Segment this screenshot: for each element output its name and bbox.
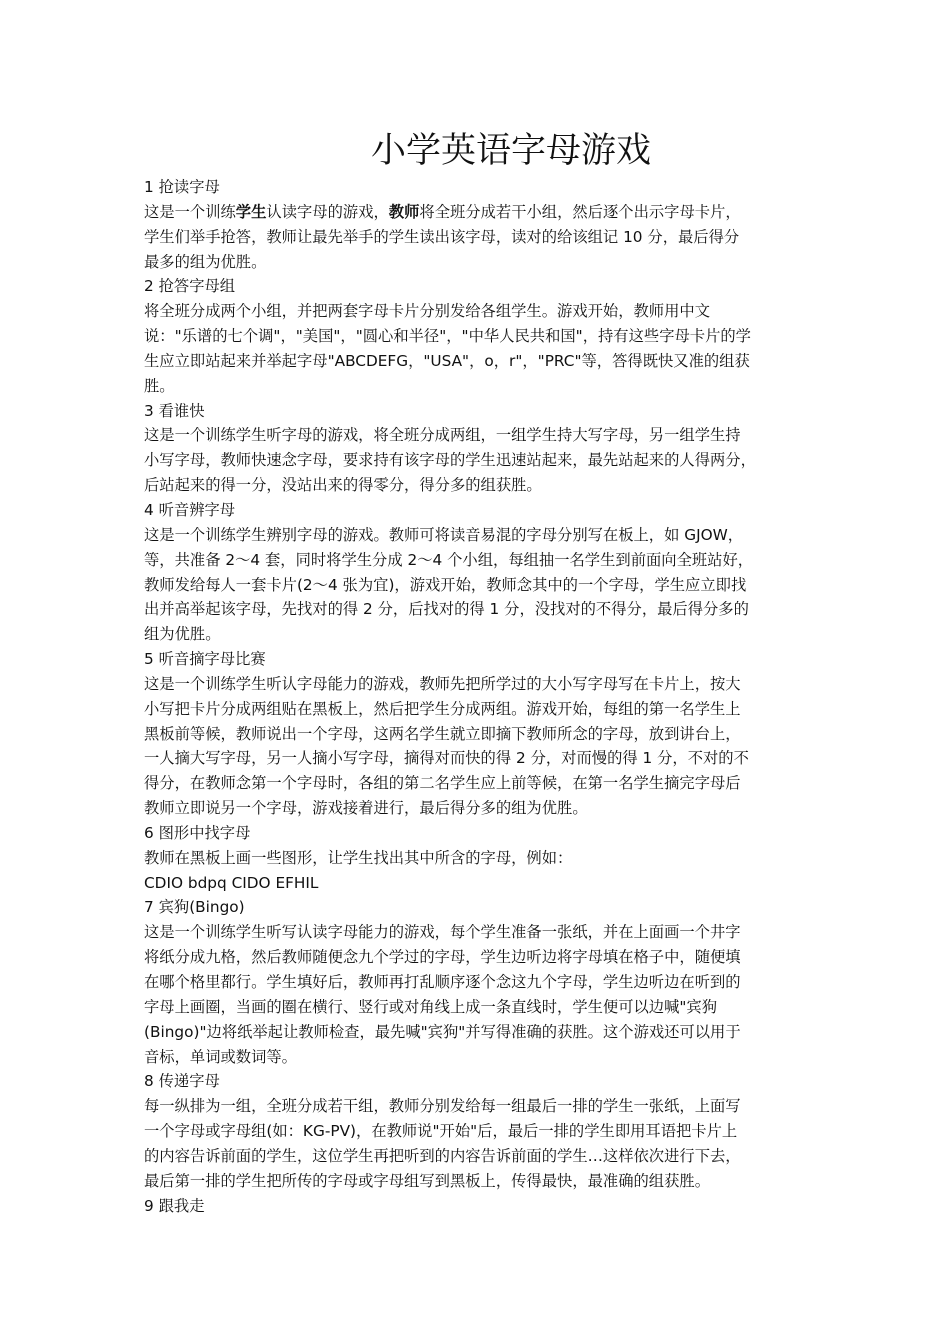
bold-term: 学生: [235, 202, 267, 221]
paragraph-line: 等，共准备 2～4 套，同时将学生分成 2～4 个小组，每组抽一名学生到前面向全班站好，: [144, 550, 754, 569]
document-body: [144, 175, 810, 1218]
section-heading: 4 听音辨字母: [144, 500, 236, 519]
paragraph-line: 这是一个训练学生听认字母能力的游戏，教师先把所学过的大小写字母写在卡片上，按大: [144, 674, 741, 693]
paragraph-line: 这是一个训练学生听写认读字母能力的游戏，每个学生准备一张纸，并在上面画一个井字: [144, 923, 741, 942]
paragraph-line: 字母上画圈，当画的圈在横行、竖行或对角线上成一条直线时，学生便可以边喊"宾狗: [144, 997, 718, 1016]
section-heading: 6 图形中找字母: [144, 823, 251, 842]
paragraph-line: 生应立即站起来并举起字母"ABCDEFG，"USA"，o，r"，"PRC"等，答得既快又准的组获: [144, 351, 750, 370]
paragraph-line: 出并高举起该字母，先找对的得 2 分，后找对的得 1 分，没找对的不得分，最后得分多的: [144, 600, 749, 619]
paragraph-line: 将纸分成九格，然后教师随便念九个学过的字母，学生边听边将字母填在格子中，随便填: [144, 948, 741, 967]
paragraph-line: 一个字母或字母组(如：KG-PV)，在教师说"开始"后，最后一排的学生即用耳语把卡片上: [144, 1122, 738, 1141]
bold-term: 教师: [388, 202, 420, 221]
paragraph-line: 教师在黑板上画一些图形，让学生找出其中所含的字母，例如：: [144, 848, 573, 867]
paragraph-line: 一人摘大写字母，另一人摘小写字母，摘得对而快的得 2 分，对而慢的得 1 分，不对的不: [144, 749, 749, 768]
paragraph-line: 每一纵排为一组，全班分成若干组，教师分别发给每一组最后一排的学生一张纸，上面写: [144, 1097, 741, 1116]
text-run: 认读字母的游戏，: [266, 202, 389, 221]
paragraph-line: 后站起来的得一分，没站出来的得零分，得分多的组获胜。: [144, 476, 542, 495]
paragraph-line: 小写字母，教师快速念字母，要求持有该字母的学生迅速站起来，最先站起来的人得两分，: [144, 451, 756, 470]
paragraph-line: 得分，在教师念第一个字母时，各组的第二名学生应上前等候，在第一名学生摘完字母后: [144, 774, 741, 793]
paragraph-line: 最多的组为优胜。: [144, 252, 267, 271]
paragraph-line: 的内容告诉前面的学生，这位学生再把听到的内容告诉前面的学生…这样依次进行下去，: [144, 1146, 741, 1165]
paragraph-line: 最后第一排的学生把所传的字母或字母组写到黑板上，传得最快，最准确的组获胜。: [144, 1171, 710, 1190]
paragraph-line: 这是一个训练学生听字母的游戏，将全班分成两组，一组学生持大写字母，另一组学生持: [144, 426, 741, 445]
section-heading: 1 抢读字母: [144, 178, 220, 196]
paragraph-line: [144, 200, 810, 225]
section-heading: 3 看谁快: [144, 401, 205, 420]
paragraph-line: 黑板前等候，教师说出一个字母，这两名学生就立即摘下教师所念的字母，放到讲台上，: [144, 724, 741, 743]
paragraph-line: 音标，单词或数词等。: [144, 1047, 297, 1066]
paragraph-line: 组为优胜。: [144, 625, 221, 644]
paragraph-line: 教师立即说另一个字母，游戏接着进行，最后得分多的组为优胜。: [144, 799, 588, 818]
paragraph-line: 将全班分成两个小组，并把两套字母卡片分别发给各组学生。游戏开始，教师用中文: [144, 302, 710, 321]
section-heading: 2 抢答字母组: [144, 277, 236, 296]
document-title: 小学英语字母游戏: [370, 131, 651, 171]
paragraph-line: 学生们举手抢答，教师让最先举手的学生读出该字母，读对的给该组记 10 分，最后得分: [144, 227, 740, 246]
paragraph-line: (Bingo)"边将纸举起让教师检查，最先喊"宾狗"并写得准确的获胜。这个游戏还可以用于: [144, 1022, 741, 1041]
section-heading: 8 传递字母: [144, 1072, 220, 1091]
paragraph-line: 在哪个格里都行。学生填好后，教师再打乱顺序逐个念这九个字母，学生边听边在听到的: [144, 973, 741, 991]
text-run: 将全班分成若干小组，然后逐个出示字母卡片，: [419, 202, 741, 221]
paragraph-line: 这是一个训练学生辨别字母的游戏。教师可将读音易混的字母分别写在板上，如 GJOW，: [144, 525, 744, 544]
paragraph-line: 小写把卡片分成两组贴在黑板上，然后把学生分成两组。游戏开始，每组的第一名学生上: [144, 699, 741, 718]
paragraph-line: 说："乐谱的七个调"，"美国"，"圆心和半径"，"中华人民共和国"，持有这些字母卡片的学: [144, 327, 751, 346]
paragraph-line: CDIO bdpq CIDO EFHIL: [144, 873, 319, 892]
paragraph-line: 胜。: [144, 376, 175, 395]
section-heading: 9 跟我走: [144, 1196, 205, 1215]
text-run: 这是一个训练: [144, 202, 236, 221]
section-heading: 5 听音摘字母比赛: [144, 650, 266, 669]
section-heading: 7 宾狗(Bingo): [144, 898, 245, 917]
paragraph-line: 教师发给每人一套卡片(2～4 张为宜)，游戏开始，教师念其中的一个字母，学生应立即找: [144, 575, 747, 594]
